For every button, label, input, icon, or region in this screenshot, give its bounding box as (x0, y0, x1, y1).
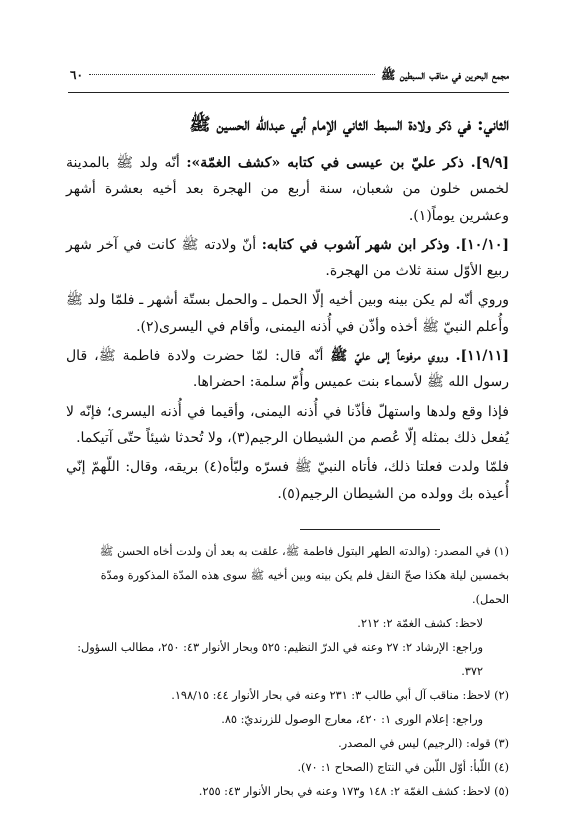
footnote-separator (300, 529, 440, 530)
paragraph-text: فلمّا ولدت فعلتا ذلك، فأتاه النبيّ ﷺ فسرّه ولبّأه(٤) بريقه، وقال: اللّهمّ إنّي أُعيذه بك وولده من الشيطان الرجيم(٥). (66, 459, 509, 502)
running-title: مجمع البحرين في مناقب السبطين ﷺ (381, 68, 509, 82)
paragraph-text: أنّه قال: لمّا حضرت ولادة فاطمة ﷺ، قال رسول الله ﷺ لأسماء بنت عميس وأُمّ سلمة: احضراها. (66, 348, 509, 391)
footnote: لاحظ: كشف الغمّة ٢: ٢١٢. (357, 617, 483, 630)
paragraph-lead: [٩/٩]. ذكر عليّ بن عيسى في كتابه «كشف الغمّة»: (186, 155, 509, 171)
footnote: (٢) لاحظ: مناقب آل أبي طالب ٣: ٢٣١ وعنه في بحار الأنوار ٤٤: ١٩٨/١٥. (171, 689, 509, 702)
paragraph (66, 343, 509, 396)
paragraph-lead: [١٠/١٠]. وذكر ابن شهر آشوب في كتابه: (261, 236, 509, 253)
paragraph (66, 232, 509, 285)
paragraph-text: أنّه ولد ﷺ بالمدينة لخمس خلون من شعبان، سنة أربع من الهجرة بعد أخيه بعشرة أشهر وعشرين يوماً(١). (66, 155, 509, 224)
paragraph-text: فإذا وقع ولدها واستهلّ فأذّنا في أُذنه اليمنى، وأقيما في أُذنه اليسرى؛ فإنّه لا يُفعل ذلك بمثله إلّا عُصم من الشيطان الرجيم(٣)، ولا تُحدثا شيئاً حتّى آتيكما. (66, 403, 509, 446)
footnote: (١) في المصدر: (والدته الطهر البتول فاطمة ﷺ، علقت به بعد أن ولدت أخاه الحسن ﷺ بخمسين ليلة هكذا صحّ النقل فلم يكن بينه وبين أخيه ﷺ سوى هذه المدّة المذكورة ومدّة الحمل). (99, 545, 509, 606)
footnote: (٣) قوله: (الرجيم) ليس في المصدر. (338, 737, 509, 750)
header-rule (68, 92, 509, 93)
paragraph (66, 150, 509, 229)
paragraph-text: أنّ ولادته ﷺ كانت في آخر شهر ربيع الأوّل سنة ثلاث من الهجرة. (66, 236, 509, 280)
paragraph (66, 399, 509, 452)
footnote: وراجع: إعلام الورى ١: ٤٢٠، معارج الوصول للزرنديّ: ٨٥. (221, 713, 483, 726)
footnote: (٤) اللّبأ: أوّل اللّبن في النتاج (الصحاح ١: ٧٠). (297, 761, 509, 774)
paragraph-lead: [١١/١١]. وروي مرفوعاً إلى عليّ ﷺ (330, 348, 509, 365)
paragraph (66, 287, 509, 340)
footnote: (٥) لاحظ: كشف الغمّة ٢: ١٤٨ و١٧٣ وعنه في بحار الأنوار ٤٣: ٢٥٥. (198, 785, 509, 798)
running-header (70, 68, 509, 88)
page-number: ٦٠ (70, 68, 83, 82)
dotted-leader (89, 74, 375, 75)
section-title: الثاني: في ذكر ولادة السبط الثاني الإمام أبي عبدالله الحسين ﷺ (189, 115, 509, 135)
footnotes (66, 540, 509, 804)
paragraph (66, 454, 509, 507)
footnote: وراجع: الإرشاد ٢: ٢٧ وعنه في الدرّ النظيم: ٥٢٥ وبحار الأنوار ٤٣: ٢٥٠، مطالب السؤول: ٣٧٢. (77, 641, 483, 678)
main-text (66, 112, 509, 510)
paragraph-text: وروي أنّه لم يكن بينه وبين أخيه إلّا الحمل ـ والحمل بستّة أشهر ـ فلمّا ولد ﷺ وأُعلم النبيّ ﷺ أخذه وأذّن في أُذنه اليمنى، وأقام في اليسرى(٢). (66, 292, 509, 335)
